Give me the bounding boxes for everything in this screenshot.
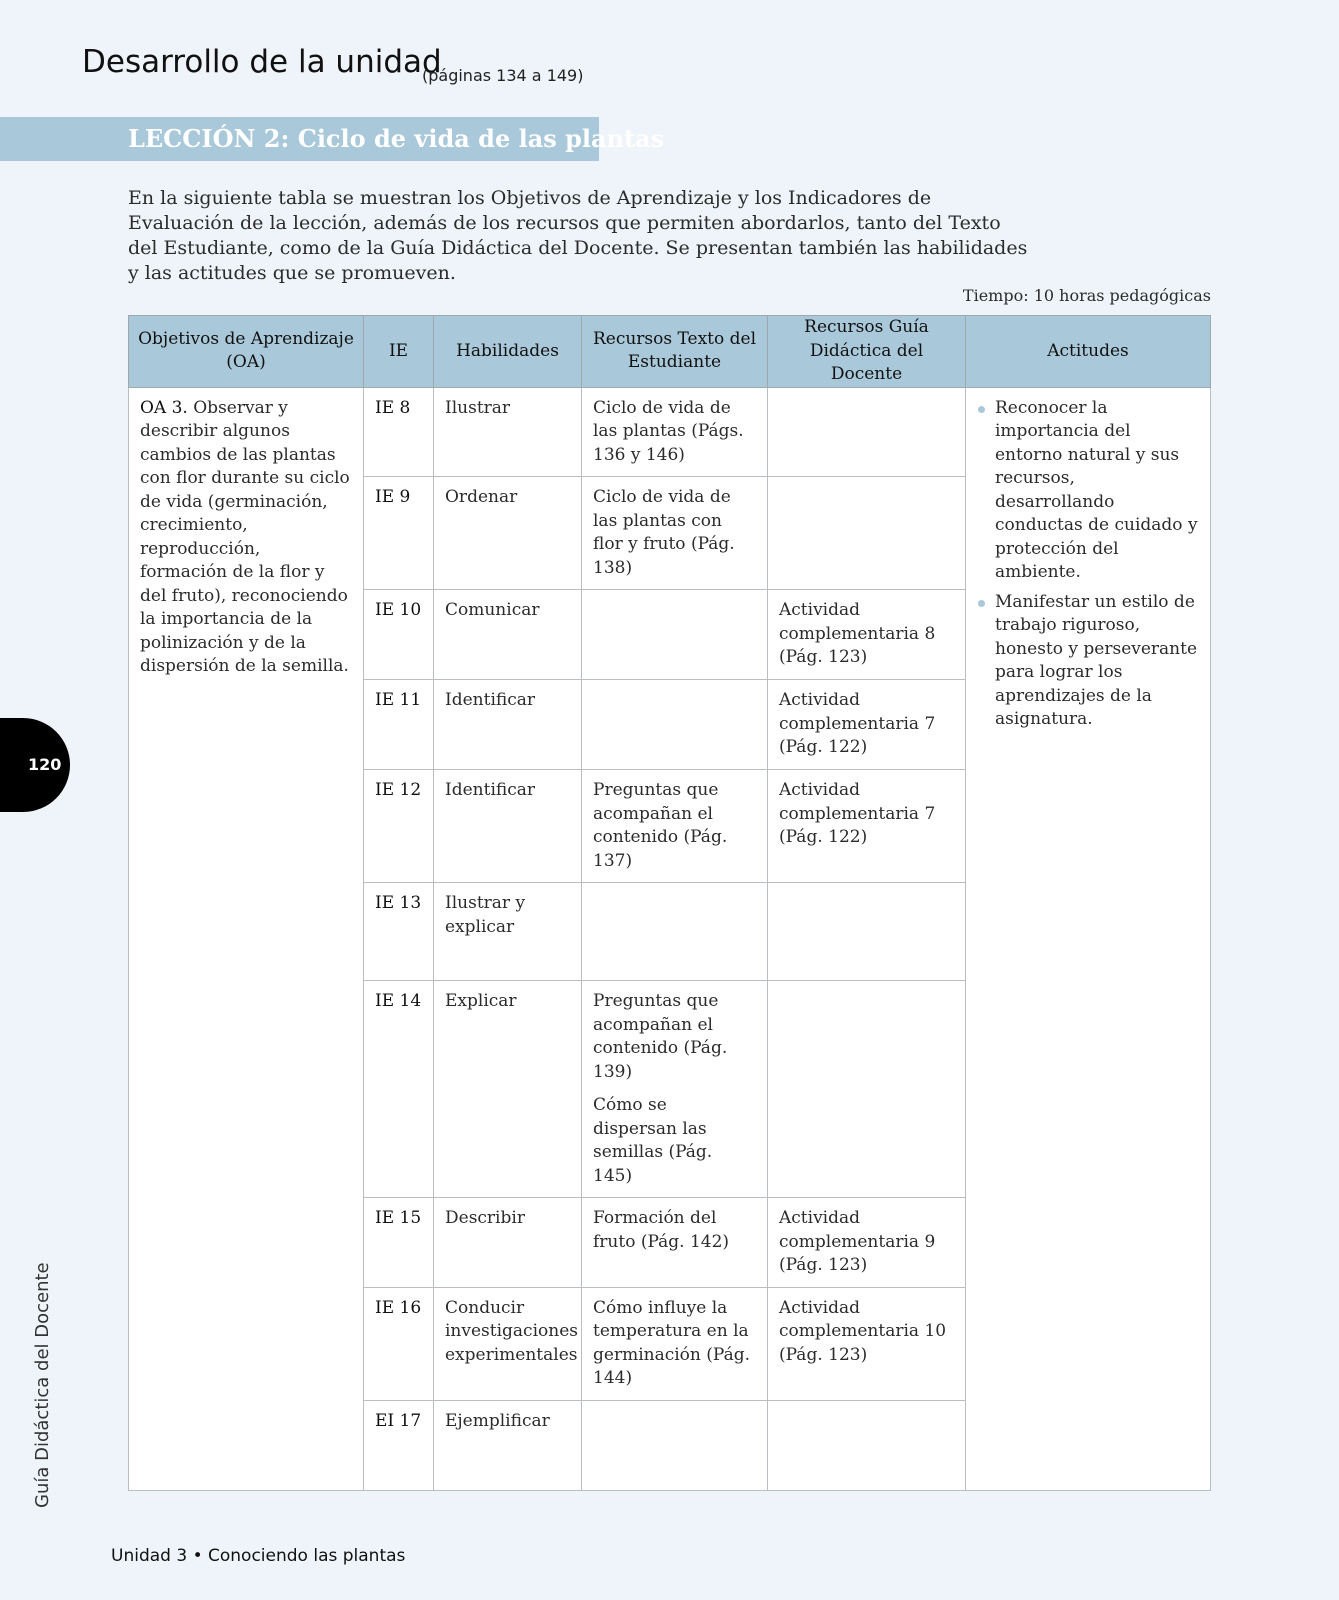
page-title: Desarrollo de la unidad xyxy=(82,44,442,80)
student-resource-cell xyxy=(582,1287,768,1400)
skill-cell: Ilustrar y explicar xyxy=(434,883,582,981)
skill-cell: Ejemplificar xyxy=(434,1400,582,1490)
lesson-title: LECCIÓN 2: Ciclo de vida de las plantas xyxy=(128,124,665,153)
ie-cell: IE 12 xyxy=(364,770,434,883)
oa-code: OA 3. xyxy=(140,397,188,418)
attitude-item: Manifestar un estilo de trabajo riguroso, honesto y perseverante para lograr los aprendizajes de la asignatura. xyxy=(977,591,1199,732)
intro-paragraph: En la siguiente tabla se muestran los Objetivos de Aprendizaje y los Indicadores de Evaluación de la lección, además de los recursos que permiten abordarlos, tanto del Texto del Estudiante, como de la Guía Didáctica del Docente. Se presentan también las habilidades y las actitudes que se promueven. xyxy=(128,187,1028,284)
skill-cell: Ordenar xyxy=(434,477,582,590)
attitudes-list xyxy=(977,397,1199,732)
table-row xyxy=(129,387,1211,477)
guide-resource-cell xyxy=(768,477,966,590)
page-number: 120 xyxy=(28,755,62,774)
objectives-table xyxy=(128,315,1211,1491)
header-student-resources: Recursos Texto del Estudiante xyxy=(582,316,768,388)
ie-cell: IE 8 xyxy=(364,387,434,477)
skill-cell: Describir xyxy=(434,1198,582,1288)
header-guide-resources: Recursos Guía Didáctica del Docente xyxy=(768,316,966,388)
ie-cell: IE 10 xyxy=(364,590,434,680)
student-resource-cell xyxy=(582,1400,768,1490)
oa-text: Observar y describir algunos cambios de las plantas con flor durante su ciclo de vida (germinación, crecimiento, reproducción, formación de la flor y del fruto), reconociendo la importancia de la polinización y de la dispersión de la semilla. xyxy=(140,397,350,676)
attitudes-cell xyxy=(966,387,1211,1490)
oa-cell xyxy=(129,387,364,1490)
student-resource-cell xyxy=(582,590,768,680)
guide-resource-cell xyxy=(768,387,966,477)
student-resource-cell xyxy=(582,387,768,477)
page-range: (páginas 134 a 149) xyxy=(422,66,584,85)
header-ie: IE xyxy=(364,316,434,388)
student-resource-cell xyxy=(582,477,768,590)
skill-cell: Comunicar xyxy=(434,590,582,680)
guide-resource-cell: Actividad complementaria 8 (Pág. 123) xyxy=(768,590,966,680)
skill-cell: Explicar xyxy=(434,981,582,1198)
student-resource-item: Preguntas que acompañan el contenido (Pág. 139) xyxy=(593,991,728,1082)
guide-resource-cell: Actividad complementaria 7 (Pág. 122) xyxy=(768,770,966,883)
student-resource-cell xyxy=(582,883,768,981)
ie-cell: IE 16 xyxy=(364,1287,434,1400)
header-attitudes: Actitudes xyxy=(966,316,1211,388)
ie-cell: IE 15 xyxy=(364,1198,434,1288)
student-resource-cell xyxy=(582,1198,768,1288)
ie-cell: IE 14 xyxy=(364,981,434,1198)
skill-cell: Ilustrar xyxy=(434,387,582,477)
skill-cell: Identificar xyxy=(434,770,582,883)
guide-resource-cell: Actividad complementaria 10 (Pág. 123) xyxy=(768,1287,966,1400)
student-resource-cell xyxy=(582,981,768,1198)
student-resource-item: Ciclo de vida de las plantas (Págs. 136 y 146) xyxy=(593,397,744,465)
ie-cell: IE 13 xyxy=(364,883,434,981)
student-resource-item: Formación del fruto (Pág. 142) xyxy=(593,1208,730,1252)
student-resource-cell xyxy=(582,770,768,883)
skill-cell: Conducir investigaciones experimentales xyxy=(434,1287,582,1400)
side-label: Guía Didáctica del Docente xyxy=(32,1262,53,1508)
skill-cell: Identificar xyxy=(434,680,582,770)
guide-resource-cell xyxy=(768,1400,966,1490)
table-header-row xyxy=(129,316,1211,388)
guide-resource-cell: Actividad complementaria 9 (Pág. 123) xyxy=(768,1198,966,1288)
attitude-item: Reconocer la importancia del entorno natural y sus recursos, desarrollando conductas de cuidado y protección del ambiente. xyxy=(977,397,1199,585)
student-resource-cell xyxy=(582,680,768,770)
guide-resource-cell xyxy=(768,981,966,1198)
ie-cell: IE 11 xyxy=(364,680,434,770)
student-resource-item: Ciclo de vida de las plantas con flor y fruto (Pág. 138) xyxy=(593,487,735,578)
guide-resource-cell xyxy=(768,883,966,981)
student-resource-item: Cómo se dispersan las semillas (Pág. 145) xyxy=(593,1095,713,1186)
ie-cell: EI 17 xyxy=(364,1400,434,1490)
header-oa: Objetivos de Aprendizaje (OA) xyxy=(129,316,364,388)
student-resource-item: Cómo influye la temperatura en la germinación (Pág. 144) xyxy=(593,1297,750,1388)
ie-cell: IE 9 xyxy=(364,477,434,590)
header-skills: Habilidades xyxy=(434,316,582,388)
footer-unit: Unidad 3 • Conociendo las plantas xyxy=(111,1546,406,1566)
time-note: Tiempo: 10 horas pedagógicas xyxy=(962,286,1211,305)
guide-resource-cell: Actividad complementaria 7 (Pág. 122) xyxy=(768,680,966,770)
student-resource-item: Preguntas que acompañan el contenido (Pág. 137) xyxy=(593,780,728,871)
